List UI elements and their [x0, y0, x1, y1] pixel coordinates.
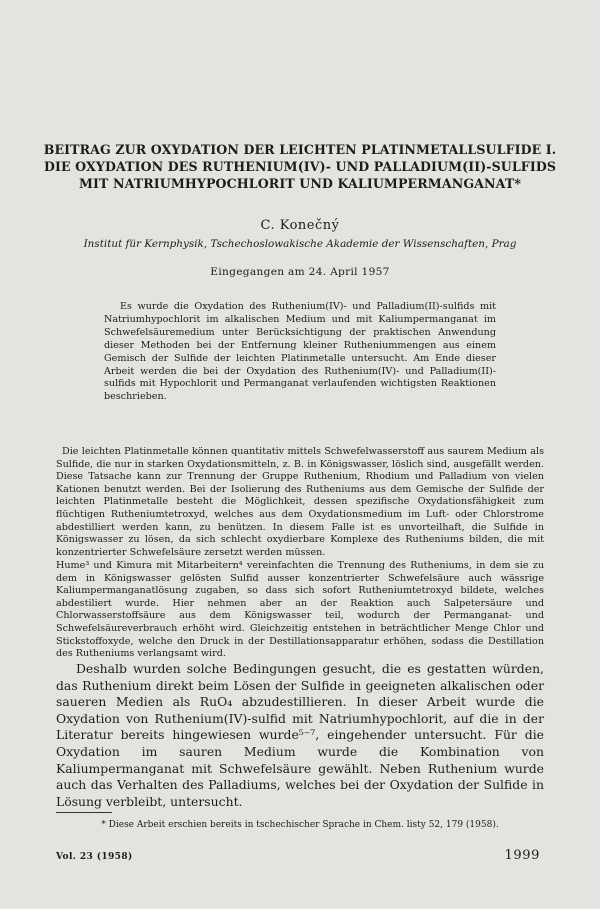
title-line-2: DIE OXYDATION DES RUTHENIUM(IV)- UND PALLADIUM(II)-SULFIDS	[43, 159, 557, 174]
footnote: * Diese Arbeit erschien bereits in tschechischer Sprache in Chem. listy 52, 179 (1958).	[101, 820, 499, 830]
page-number: 1999	[504, 848, 540, 863]
author: C. Konečný	[260, 218, 340, 233]
affiliation: Institut für Kernphysik, Tschechoslowakische Akademie der Wissenschaften, Prag	[83, 238, 517, 250]
title-line-3: MIT NATRIUMHYPOCHLORIT UND KALIUMPERMANGANAT*	[78, 176, 522, 191]
article-title	[30, 141, 570, 192]
footnote-rule	[56, 812, 112, 813]
title-line-1: BEITRAG ZUR OXYDATION DER LEICHTEN PLATINMETALLSULFIDE I.	[43, 142, 557, 157]
body-paragraph-2: Hume³ und Kimura mit Mitarbeitern⁴ vereinfachten die Trennung des Rutheniums, in dem sie zu dem in Königswasser gelösten Sulfid ausser konzentrierter Schwefelsäure auch wässrige Kaliumpermanganatlösung zugaben, so dass sich sofort Rutheniumtetroxyd bildete, welches abdestiliert wurde. Hier nehmen aber an der Reaktion auch Salpetersäure und Chlorwasserstoffsäure aus dem Königswasser teil, wodurch der Permanganat- und Schwefelsäureverbrauch erhöht wird. Gleichzeitig entstehen in beträchtlicher Menge Chlor und Stickstoffoxyde, welche den Druck in der Destillationsapparatur erhöhen, sodass die Destillation des Rutheniums verlangsamt wird.	[56, 560, 544, 660]
abstract: Es wurde die Oxydation des Ruthenium(IV)- und Palladium(II)-sulfids mit Natriumhypochlorit im alkalischen Medium und mit Kaliumpermanganat im Schwefelsäuremedium unter Berücksichtigung der praktischen Anwendung dieser Methoden bei der Entfernung kleiner Rutheniummengen aus einem Gemisch der Sulfide der leichten Platinmetalle untersucht. Am Ende dieser Arbeit werden die bei der Oxydation des Ruthenium(IV)- und Palladium(II)-sulfids mit Hypochlorit und Permanganat verlaufenden wichtigsten Reaktionen beschrieben.	[104, 301, 496, 403]
volume-label: Vol. 23 (1958)	[56, 852, 133, 862]
body-paragraph-1: Die leichten Platinmetalle können quantitativ mittels Schwefelwasserstoff aus saurem Medium als Sulfide, die nur in starken Oxydationsmitteln, z. B. in Königswasser, löslich sind, ausgefällt werden. Diese Tatsache kann zur Trennung der Gruppe Ruthenium, Rhodium und Palladium von vielen Kationen benutzt werden. Bei der Isolierung des Rutheniums aus dem Gemische der Sulfide der leichten Platinmetalle besteht die Möglichkeit, dessen spezifische Oxydationsfähigkeit zum flüchtigen Rutheniumtetroxyd, welches aus dem Oxydationsmedium im Luft- oder Chlorstrome abdestilliert werden kann, zu benützen. In diesem Falle ist es unvorteilhaft, die Sulfide in Königswasser zu lösen, da sich schlecht oxydierbare Komplexe des Rutheniums bilden, die mit konzentrierter Schwefelsäure zersetzt werden müssen.	[56, 446, 544, 558]
body-paragraph-3: Deshalb wurden solche Bedingungen gesucht, die es gestatten würden, das Ruthenium direkt beim Lösen der Sulfide in geeigneten alkalischen oder saueren Medien als RuO₄ abzudestillieren. In dieser Arbeit wurde die Oxydation von Ruthenium(IV)-sulfid mit Natriumhypochlorit, auf die in der Literatur bereits hingewiesen wurde⁵⁻⁷, eingehender untersucht. Für die Oxydation im sauren Medium wurde die Kombination von Kaliumpermanganat mit Schwefelsäure gewählt. Neben Ruthenium wurde auch das Verhalten des Palladiums, welches bei der Oxydation der Sulfide in Lösung verbleibt, untersucht.	[56, 661, 544, 809]
received-date: Eingegangen am 24. April 1957	[210, 266, 390, 278]
